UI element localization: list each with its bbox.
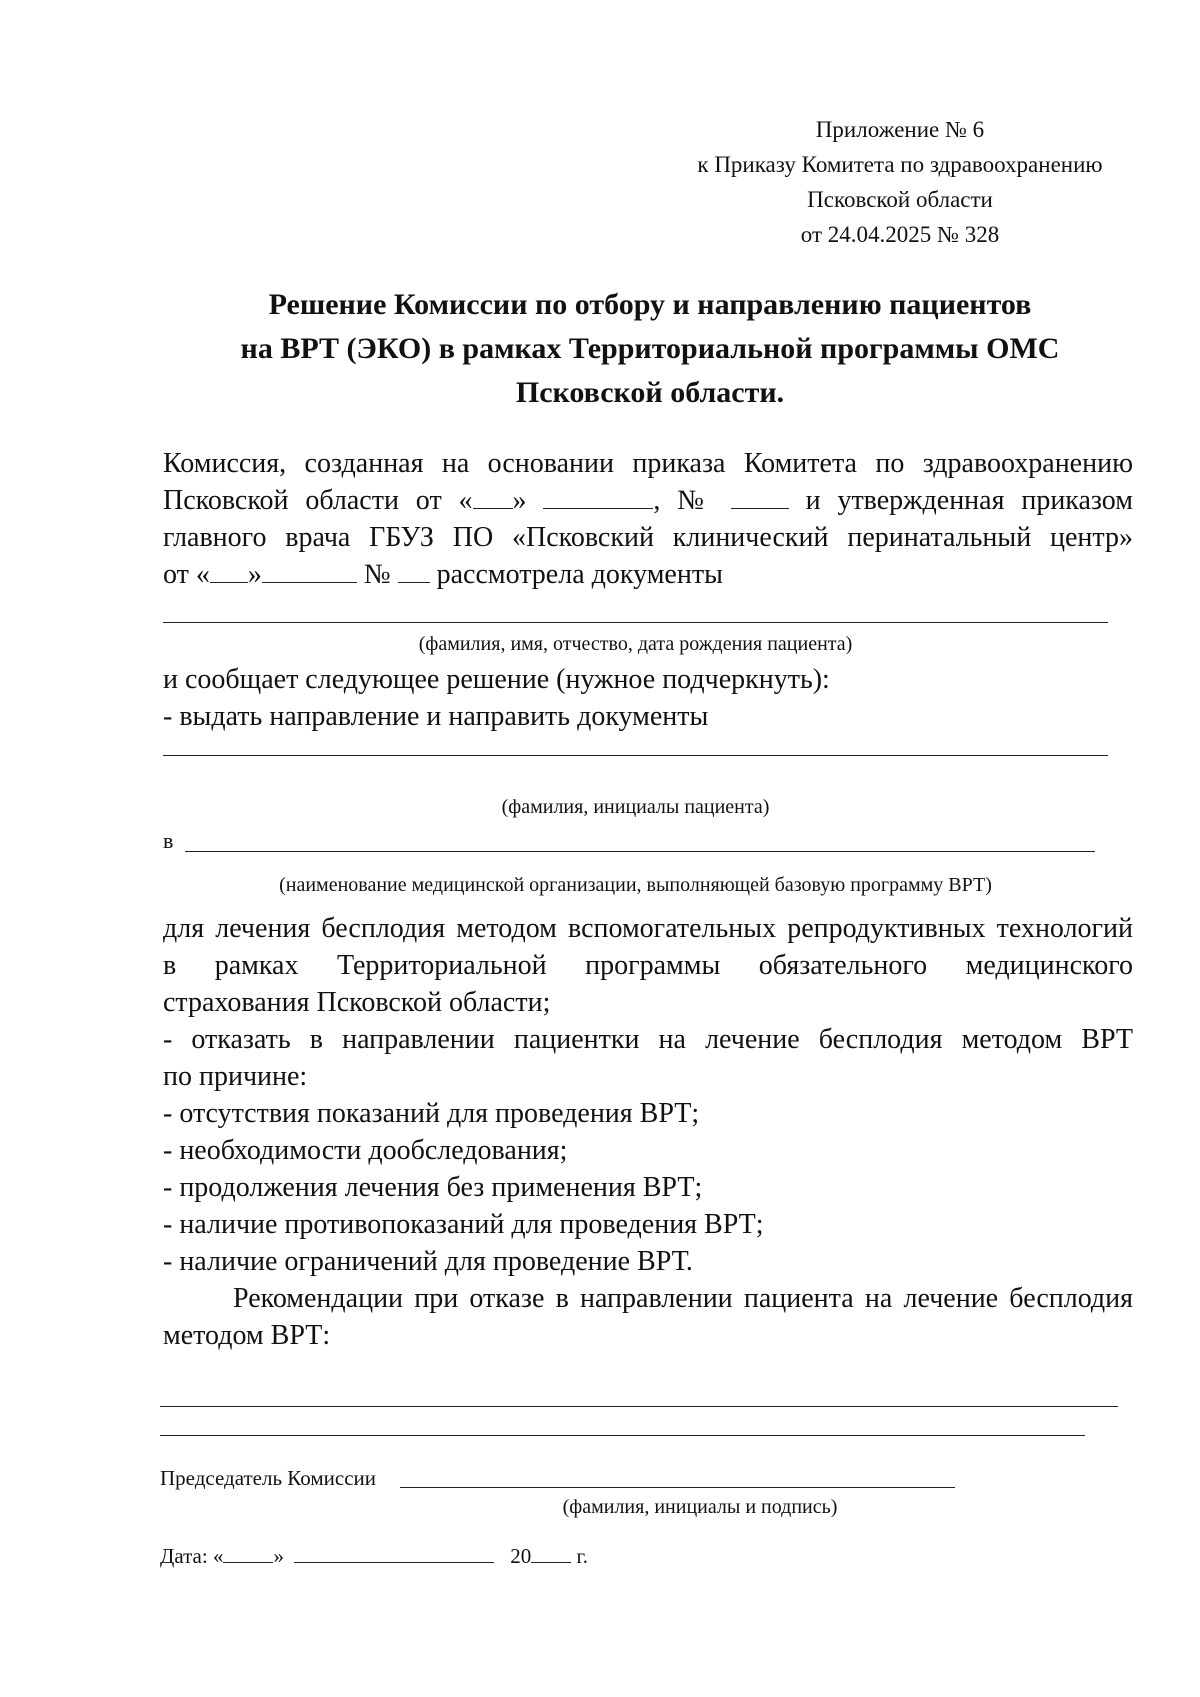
intro-line-2-c: , № xyxy=(653,485,731,516)
signature-caption: (фамилия, инициалы и подпись) xyxy=(562,1496,838,1518)
patient-full-name-line xyxy=(163,622,1108,623)
appendix-number: Приложение № 6 xyxy=(815,117,985,142)
patient-initials-line xyxy=(163,755,1108,756)
title-line-3: Псковской области. xyxy=(515,376,785,409)
appendix-region: Псковской области xyxy=(807,187,993,212)
date-day-blank xyxy=(223,1542,273,1563)
appendix-header xyxy=(660,112,1140,252)
date-month-blank xyxy=(294,1542,494,1563)
document-title xyxy=(130,283,1170,415)
treatment-line-1: для лечения бесплодия методом вспомогательных репродуктивных технологий xyxy=(163,913,1133,944)
order-day-blank xyxy=(473,484,513,509)
date-century: 20 xyxy=(510,1544,532,1568)
organization-prefix: в xyxy=(163,828,174,853)
intro-line-2-a: Псковской области от « xyxy=(163,485,473,516)
decision-intro: и сообщает следующее решение (нужное подчеркнуть): xyxy=(163,664,830,695)
refusal-line-1: - отказать в направлении пациентки на лечение бесплодия методом ВРТ xyxy=(163,1024,1133,1055)
intro-paragraph xyxy=(163,445,1133,593)
appendix-date-number: от 24.04.2025 № 328 xyxy=(800,222,1000,247)
order-month-blank xyxy=(543,484,653,509)
date-field xyxy=(160,1542,588,1570)
reason-item: - необходимости дообследования; xyxy=(163,1135,568,1166)
date-quote-close: » xyxy=(273,1544,284,1568)
recommendations-line-2: методом ВРТ: xyxy=(163,1320,331,1351)
intro-line-2 xyxy=(163,482,1133,519)
chairman-signature-line xyxy=(400,1487,955,1488)
organization-caption: (наименование медицинской организации, выполняющей базовую программу ВРТ) xyxy=(279,874,992,896)
intro-line-4 xyxy=(163,556,1133,593)
recommendations-line-b xyxy=(160,1435,1085,1436)
patient-initials-caption: (фамилия, инициалы пациента) xyxy=(501,796,770,818)
reason-item: - наличие ограничений для проведение ВРТ. xyxy=(163,1246,693,1277)
approval-day-blank xyxy=(210,558,248,583)
treatment-line-2: в рамках Территориальной программы обязательного медицинского xyxy=(163,950,1133,981)
organization-line xyxy=(185,851,1095,852)
date-year-blank xyxy=(531,1542,571,1563)
recommendations-line-a xyxy=(160,1406,1118,1407)
chairman-label: Председатель Комиссии xyxy=(160,1466,376,1490)
intro-line-1: Комиссия, созданная на основании приказа Комитета по здравоохранению xyxy=(163,448,1133,479)
approval-number-blank xyxy=(398,558,430,583)
refusal-line-2: по причине: xyxy=(163,1061,308,1092)
intro-line-4-d: рассмотрела документы xyxy=(429,559,723,590)
recommendations-line-1: Рекомендации при отказе в направлении пациента на лечение бесплодия xyxy=(233,1283,1133,1314)
title-line-2: на ВРТ (ЭКО) в рамках Территориальной программы ОМС xyxy=(240,332,1060,365)
decision-issue-referral: - выдать направление и направить документы xyxy=(163,701,709,732)
order-number-blank xyxy=(731,484,789,509)
intro-line-2-b: » xyxy=(512,485,544,516)
intro-line-2-d: и утвержденная приказом xyxy=(788,485,1133,516)
patient-full-name-caption: (фамилия, имя, отчество, дата рождения пациента) xyxy=(418,633,853,655)
reason-item: - отсутствия показаний для проведения ВРТ; xyxy=(163,1098,700,1129)
treatment-line-3: страхования Псковской области; xyxy=(163,987,551,1018)
intro-line-4-b: » xyxy=(247,559,262,590)
reason-item: - наличие противопоказаний для проведения ВРТ; xyxy=(163,1209,764,1240)
title-line-1: Решение Комиссии по отбору и направлению пациентов xyxy=(268,288,1032,321)
intro-line-4-a: от « xyxy=(163,559,210,590)
approval-month-blank xyxy=(262,558,357,583)
appendix-order-ref: к Приказу Комитета по здравоохранению xyxy=(697,152,1103,177)
reason-list xyxy=(163,1095,1133,1280)
date-label: Дата: « xyxy=(160,1544,224,1568)
intro-line-3: главного врача ГБУЗ ПО «Псковский клинический перинатальный центр» xyxy=(163,522,1133,553)
reason-item: - продолжения лечения без применения ВРТ; xyxy=(163,1172,703,1203)
intro-line-4-c: № xyxy=(356,559,398,590)
date-year-suffix: г. xyxy=(571,1544,588,1568)
decision-block xyxy=(163,661,1133,735)
treatment-paragraph xyxy=(163,910,1133,1354)
